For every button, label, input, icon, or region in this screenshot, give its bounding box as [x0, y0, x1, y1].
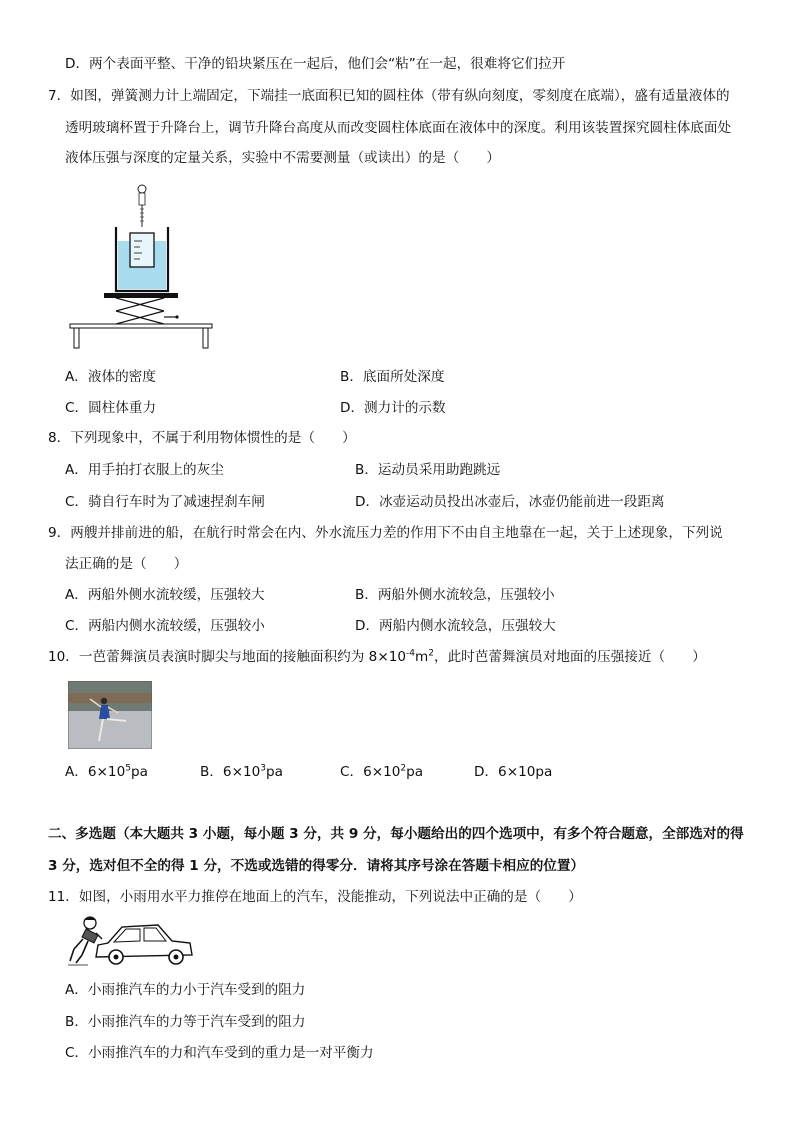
- q7-stem-line2: 透明玻璃杯置于升降台上，调节升降台高度从而改变圆柱体底面在液体中的深度。利用该装置探究圆柱体底面处: [65, 120, 732, 136]
- q9-stem-line2: 法正确的是（ ）: [65, 556, 188, 572]
- q8-option-b: B．运动员采用助跑跳远: [355, 462, 501, 478]
- q7-option-c: C．圆柱体重力: [65, 400, 157, 416]
- boy-pushing-car-figure: [68, 913, 196, 969]
- q8-option-c: C．骑自行车时为了减速捏刹车闸: [65, 494, 265, 510]
- q6-option-d: D．两个表面平整、干净的铅块紧压在一起后，他们会“粘”在一起，很难将它们拉开: [65, 56, 566, 72]
- q10-option-d: D．6×10pa: [474, 764, 553, 780]
- q9-stem-line1: 9．两艘并排前进的船，在航行时常会在内、外水流压力差的作用下不由自主地靠在一起，关于上述现象，下列说: [48, 525, 723, 541]
- q10-stem: 10．一芭蕾舞演员表演时脚尖与地面的接触面积约为 $8\times 10^{-4}m^2$，此时芭蕾舞演员对地面的压强接近（ ）: [48, 648, 706, 665]
- q9-option-d: D．两船内侧水流较急，压强较大: [355, 618, 556, 634]
- q7-option-b: B．底面所处深度: [340, 369, 445, 385]
- section2-heading-line1: 二、多选题（本大题共 3 小题，每小题 3 分，共 9 分，每小题给出的四个选项中，有多个符合题意，全部选对的得: [48, 826, 744, 842]
- q8-option-d: D．冰壶运动员投出冰壶后，冰壶仍能前进一段距离: [355, 494, 665, 510]
- q11-option-c: C．小雨推汽车的力和汽车受到的重力是一对平衡力: [65, 1045, 374, 1061]
- q8-option-a: A．用手拍打衣服上的灰尘: [65, 462, 224, 478]
- q8-stem: 8．下列现象中，不属于利用物体惯性的是（ ）: [48, 430, 356, 446]
- q10-option-a: A．$6\times 10^5pa$: [65, 763, 148, 780]
- ballet-dancer-photo: [68, 681, 152, 749]
- q9-option-b: B．两船外侧水流较急，压强较小: [355, 587, 555, 603]
- q7-stem-line1: 7．如图，弹簧测力计上端固定，下端挂一底面积已知的圆柱体（带有纵向刻度，零刻度在底端），盛有适量液体的: [48, 88, 730, 104]
- q10-option-b: B．$6\times 10^3pa$: [200, 763, 283, 780]
- section2-heading-line2: 3 分，选对但不全的得 1 分，不选或选错的得零分．请将其序号涂在答题卡相应的位置）: [48, 858, 585, 874]
- q9-option-c: C．两船内侧水流较缓，压强较小: [65, 618, 265, 634]
- spring-scale-lift-apparatus-figure: [68, 183, 216, 351]
- q11-option-b: B．小雨推汽车的力等于汽车受到的阻力: [65, 1014, 306, 1030]
- q7-option-d: D．测力计的示数: [340, 400, 446, 416]
- q11-stem: 11．如图，小雨用水平力推停在地面上的汽车，没能推动，下列说法中正确的是（ ）: [48, 889, 582, 905]
- q11-option-a: A．小雨推汽车的力小于汽车受到的阻力: [65, 982, 306, 998]
- q7-stem-line3: 液体压强与深度的定量关系，实验中不需要测量（或读出）的是（ ）: [65, 150, 500, 166]
- q9-option-a: A．两船外侧水流较缓，压强较大: [65, 587, 265, 603]
- q10-option-c: C．$6\times 10^2pa$: [340, 763, 424, 780]
- q7-option-a: A．液体的密度: [65, 369, 156, 385]
